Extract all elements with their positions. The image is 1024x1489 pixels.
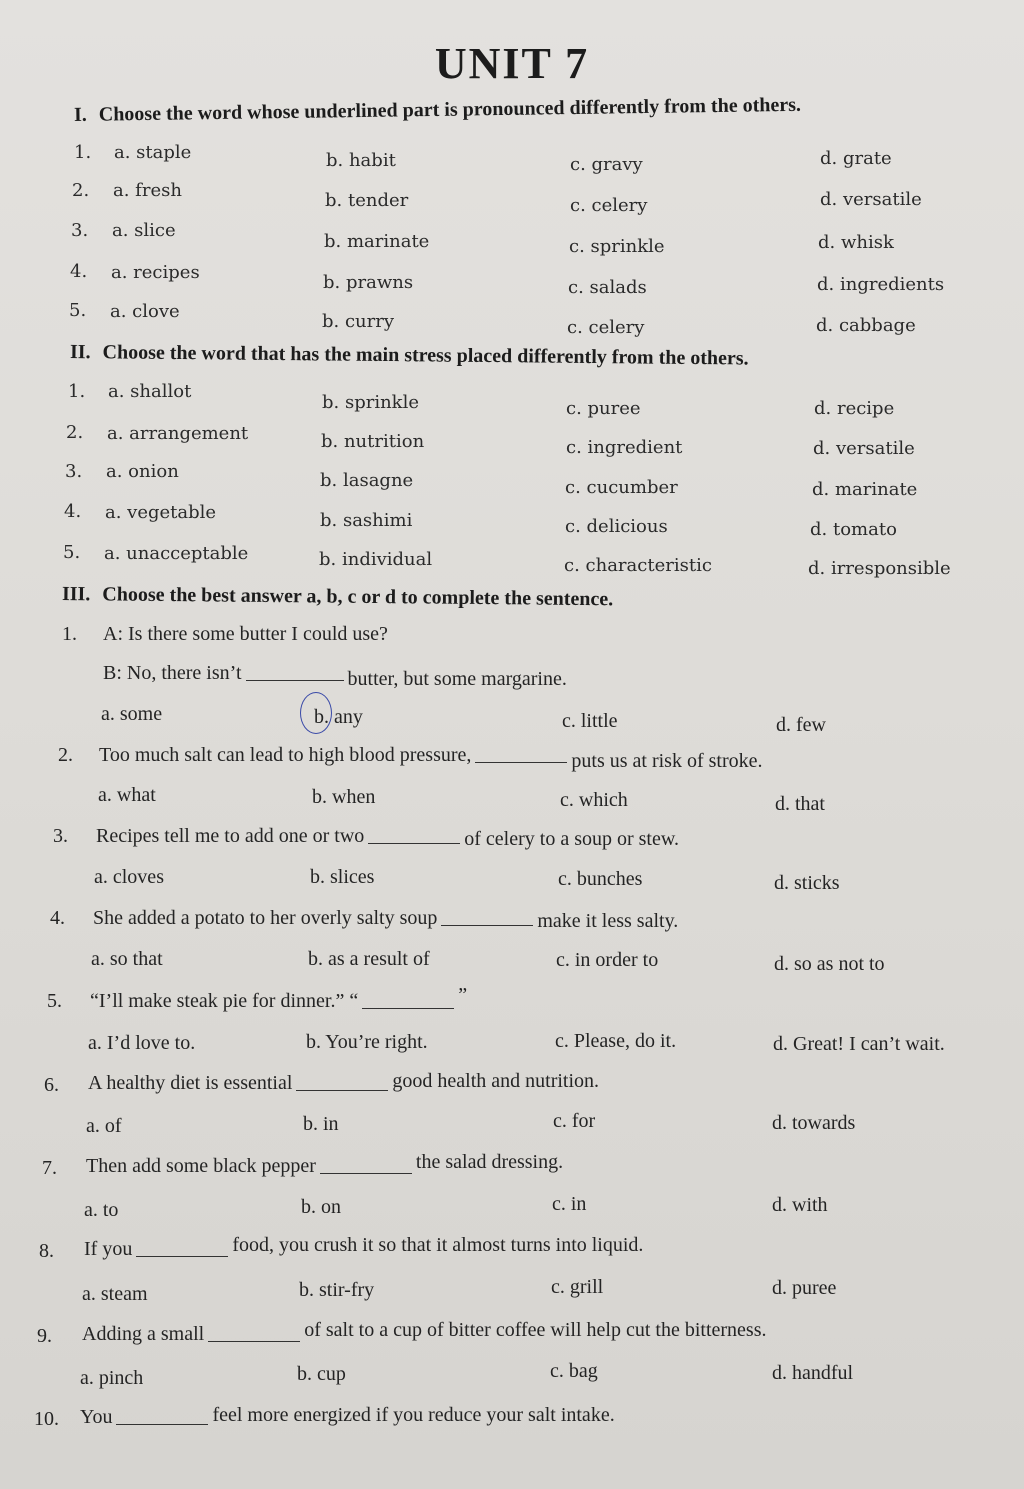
option-d: d. ingredients [817,274,945,295]
option-a: a. pinch [80,1367,144,1389]
question-text-pre: Too much salt can lead to high blood pressure, [99,744,472,766]
option-b: b. nutrition [321,431,425,452]
list-item [0,142,1024,176]
question-text [88,1072,599,1095]
handwritten-answer-circle [300,692,332,734]
option-c: c. which [560,789,628,811]
option-b: b. in [303,1113,339,1135]
option-c: c. in [552,1193,587,1215]
option-a: a. of [86,1115,122,1137]
question-text-post: of celery to a soup or stew. [464,828,680,850]
option-a: a. arrangement [107,423,249,444]
question-number: 5. [47,990,62,1012]
option-d: d. so as not to [774,953,885,975]
option-b: b. when [312,786,376,808]
option-b: b. slices [310,866,375,888]
answer-blank[interactable] [136,1256,228,1257]
option-b: b. any [314,706,363,728]
list-item [0,422,1024,459]
option-a: a. so that [91,948,163,970]
question-text [84,1234,644,1261]
option-c: c. salads [568,277,647,298]
option-a: a. clove [110,301,180,322]
section-2-numeral: II. [69,341,91,364]
question-number: 2. [58,744,73,766]
question-number: 1. [62,623,77,645]
question-text [80,1406,615,1429]
option-d: d. grate [820,148,892,169]
item-number: 2. [66,422,84,443]
option-c: c. little [562,710,618,732]
item-number: 1. [68,381,86,402]
option-a: a. onion [106,461,179,482]
section-1-numeral: I. [73,103,87,126]
option-d: d. versatile [813,438,915,459]
question-text-pre: “I’ll make steak pie for dinner.” “ [90,990,359,1012]
option-d: d. that [775,793,825,815]
list-item [0,220,1024,257]
item-number: 5. [63,542,81,563]
option-c: c. bag [550,1360,598,1382]
item-number: 4. [70,261,88,282]
option-a: a. I’d love to. [88,1032,196,1054]
option-b: b. prawns [323,272,414,293]
option-a: a. recipes [111,262,200,283]
option-a: a. some [101,703,163,725]
option-b: b. lasagne [320,470,414,491]
question-text-post: food, you crush it so that it almost turns into liquid. [232,1234,644,1256]
question-text-post: ” [458,984,468,1006]
question-line-a: A: Is there some butter I could use? [103,623,388,645]
list-item [0,461,1024,500]
option-b: b. marinate [324,231,430,252]
list-item [0,300,1024,338]
option-d: d. cabbage [816,315,916,336]
question-text-post: puts us at risk of stroke. [571,750,763,772]
section-3-instruction: Choose the best answer a, b, c or d to complete the sentence. [102,583,614,611]
option-d: d. Great! I can’t wait. [773,1033,945,1055]
unit-title: UNIT 7 [434,39,590,88]
question-line-b [103,662,567,690]
list-item [0,381,1024,419]
option-b: b. habit [326,150,396,171]
option-c: c. in order to [556,949,659,971]
section-3-heading [62,583,613,611]
question-text-pre: Recipes tell me to add one or two [96,825,365,847]
option-a: a. steam [82,1283,148,1305]
section-3-numeral: III. [61,583,91,606]
item-number: 4. [64,501,82,522]
question-text [82,1319,767,1346]
option-a: a. what [98,784,156,806]
option-c: c. ingredient [566,437,683,458]
answer-blank[interactable] [362,1008,454,1009]
option-b: b. stir-fry [299,1279,375,1301]
section-1-instruction: Choose the word whose underlined part is pronounced differently from the others. [98,93,802,126]
option-d: d. puree [772,1277,837,1299]
question-text-pre: Then add some black pepper [86,1155,316,1177]
question-text [96,825,679,848]
question-text-post: good health and nutrition. [392,1070,600,1092]
section-2-instruction: Choose the word that has the main stress placed differently from the others. [102,341,749,370]
section-2-heading [70,341,749,371]
item-number: 1. [74,142,92,163]
question-number: 8. [39,1240,54,1262]
option-b: b. sprinkle [322,392,419,413]
option-a: a. shallot [108,381,192,402]
option-a: a. vegetable [105,502,217,523]
item-number: 2. [72,180,90,201]
option-b: b. as a result of [308,948,430,970]
question-text [90,984,468,1013]
answer-blank[interactable] [296,1090,388,1091]
option-d: d. recipe [814,398,895,419]
question-text [86,1151,564,1178]
option-b: b. cup [297,1363,346,1385]
option-c: c. for [553,1110,596,1132]
question-text-pre: B: No, there isn’t [103,662,242,684]
option-a: a. slice [112,220,176,241]
option-c: c. celery [570,195,648,216]
question-text-post: butter, but some margarine. [347,668,567,690]
answer-blank[interactable] [116,1424,208,1425]
option-c: c. grill [551,1276,604,1298]
answer-blank[interactable] [475,762,567,763]
list-item [0,261,1024,298]
option-c: c. delicious [565,516,668,537]
option-a: a. unacceptable [104,543,249,564]
question-number: 6. [44,1074,59,1096]
question-number: 7. [42,1157,57,1179]
question-number: 9. [37,1325,52,1347]
option-b: b. You’re right. [306,1031,428,1053]
option-a: a. staple [114,142,192,163]
question-number: 3. [53,825,68,847]
option-d: d. with [772,1194,828,1216]
option-a: a. cloves [94,866,164,888]
option-b: b. sashimi [320,510,413,531]
option-c: c. characteristic [564,555,712,576]
answer-blank[interactable] [441,925,533,926]
option-a: a. fresh [113,180,182,201]
question-text-pre: You [80,1406,113,1428]
option-d: d. towards [772,1112,856,1134]
option-d: d. irresponsible [808,558,951,579]
answer-blank[interactable] [368,843,460,844]
answer-blank[interactable] [320,1173,412,1174]
item-number: 5. [69,300,87,321]
answer-blank[interactable] [246,680,344,681]
option-c: c. celery [567,317,645,338]
option-a: a. to [84,1199,119,1221]
question-text-post: feel more energized if you reduce your salt intake. [212,1404,615,1426]
list-item [0,501,1024,540]
option-d: d. versatile [820,189,922,210]
question-number: 10. [34,1408,59,1430]
option-d: d. sticks [774,872,840,894]
question-text-pre: A healthy diet is essential [88,1072,293,1094]
option-d: d. few [776,714,826,736]
option-d: d. handful [772,1362,854,1384]
question-text-post: make it less salty. [537,910,679,932]
section-1-heading [74,94,801,127]
list-item [0,542,1024,579]
option-c: c. puree [566,398,641,419]
option-b: b. individual [319,549,433,570]
question-text [99,744,763,772]
question-text-pre: Adding a small [82,1323,205,1345]
option-c: c. cucumber [565,477,678,498]
option-b: b. curry [322,311,395,332]
answer-blank[interactable] [208,1341,300,1342]
question-text-pre: She added a potato to her overly salty soup [93,907,438,929]
question-text [93,907,678,930]
option-d: d. tomato [810,519,897,540]
option-b: b. tender [325,190,409,211]
item-number: 3. [65,461,83,482]
option-d: d. whisk [818,232,894,253]
list-item [0,180,1024,214]
question-number: 4. [50,907,65,929]
option-d: d. marinate [812,479,918,500]
option-b: b. on [301,1196,341,1218]
question-text-post: of salt to a cup of bitter coffee will help cut the bitterness. [304,1319,767,1341]
question-text-pre: If you [84,1238,133,1260]
option-c: c. gravy [570,154,643,175]
question-text-post: the salad dressing. [415,1151,564,1173]
option-c: c. sprinkle [569,236,665,257]
option-c: c. bunches [558,868,643,890]
item-number: 3. [71,220,89,241]
option-c: c. Please, do it. [555,1030,677,1052]
